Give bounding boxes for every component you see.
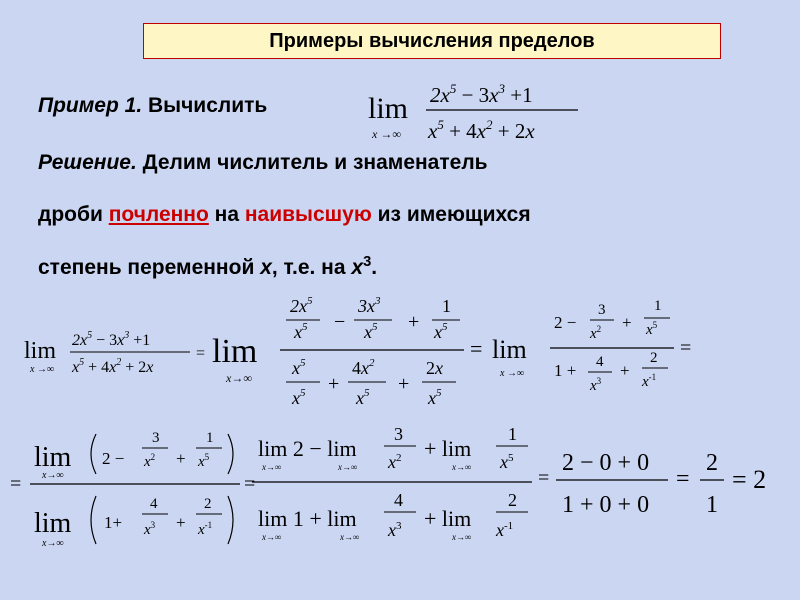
power-exponent: 3 — [363, 254, 372, 270]
svg-text:x5 + 4x2 + 2x: $x^5 + 4x^2 + 2x$ — [72, 357, 154, 376]
svg-text:x5: $x^5$ — [292, 387, 306, 408]
svg-text:−: − — [334, 311, 346, 333]
svg-text:x5: $x^5$ — [364, 321, 378, 342]
svg-text:x→∞: x→∞ — [226, 371, 252, 385]
svg-text:+: + — [408, 311, 420, 333]
svg-text:2: 2 — [204, 496, 212, 512]
svg-text:2: 2 — [650, 350, 658, 366]
svg-text:lim: lim — [212, 333, 258, 370]
svg-text:2x: 2x — [426, 358, 443, 378]
svg-text:2: 2 — [706, 450, 718, 476]
svg-text:lim 1 + lim: lim 1 + lim — [258, 506, 357, 531]
svg-text:x3: $x^3$ — [388, 520, 402, 540]
svg-text:2: 2 — [508, 490, 517, 510]
equals-sign: = — [470, 336, 483, 361]
two-over-one — [700, 450, 724, 518]
svg-text:x5: $x^5$ — [356, 387, 370, 408]
svg-text:1: 1 — [442, 296, 451, 316]
equals-sign: = — [244, 473, 256, 495]
equals-sign: = — [196, 345, 206, 362]
svg-text:3: 3 — [598, 302, 606, 318]
svg-text:x→∞: x→∞ — [262, 532, 282, 542]
svg-text:2 −: 2 − — [554, 313, 577, 332]
text-fragment: . — [371, 256, 378, 279]
solution-line-2 — [38, 204, 531, 225]
svg-text:2x5: $2x^5$ — [290, 295, 313, 316]
svg-text:1: 1 — [706, 492, 718, 518]
text-fragment: , т.е. на — [271, 256, 352, 279]
svg-text:x5: $x^5$ — [292, 357, 306, 378]
slide-title — [143, 23, 721, 59]
svg-text:x→∞: x→∞ — [338, 462, 358, 472]
svg-text:1 +: 1 + — [554, 361, 577, 380]
svg-text:x2: $x^2$ — [144, 452, 156, 470]
svg-text:x-1: $x^{-1}$ — [198, 520, 213, 538]
svg-text:1: 1 — [206, 430, 214, 446]
slide-title-text: Примеры вычисления пределов — [269, 29, 595, 52]
svg-text:x5: $x^5$ — [500, 452, 514, 472]
svg-text:x →∞: x →∞ — [500, 368, 525, 379]
svg-text:lim 2 − lim: lim 2 − lim — [258, 436, 357, 461]
svg-text:x→∞: x→∞ — [452, 532, 472, 542]
text-fragment: из имеющихся — [371, 203, 531, 226]
svg-text:x3: $x^3$ — [590, 376, 602, 394]
svg-text:1 + 0 + 0: 1 + 0 + 0 — [562, 492, 650, 518]
numerator: $2x^5 - 3x^3 +1$ — [430, 81, 533, 107]
svg-text:2 −: 2 − — [102, 449, 125, 468]
svg-text:3: 3 — [152, 430, 160, 446]
limit-ratio — [30, 430, 240, 549]
svg-text:x→∞: x→∞ — [42, 538, 64, 549]
lim-subscript: x →∞ — [372, 127, 401, 141]
svg-text:+: + — [622, 313, 632, 332]
svg-text:4: 4 — [394, 490, 403, 510]
svg-text:3x3: $3x^3$ — [358, 295, 381, 316]
svg-text:4x2: $4x^2$ — [352, 357, 375, 378]
equals-sign: = — [10, 473, 22, 495]
svg-text:+: + — [328, 373, 340, 395]
lim-text: lim — [368, 92, 409, 125]
svg-text:lim: lim — [34, 442, 72, 473]
svg-text:x5: $x^5$ — [434, 321, 448, 342]
svg-text:x2: $x^2$ — [590, 324, 602, 342]
text-fragment: дроби — [38, 203, 109, 226]
svg-text:3: 3 — [394, 424, 403, 444]
svg-text:x-1: $x^{-1}$ — [496, 520, 514, 540]
svg-text:x →∞: x →∞ — [30, 364, 55, 375]
svg-text:x→∞: x→∞ — [452, 462, 472, 472]
svg-text:lim: lim — [34, 508, 72, 539]
svg-text:1: 1 — [654, 298, 662, 314]
svg-text:2x5 − 3x3 +1: $2x^5 - 3x^3 +1$ — [72, 330, 151, 349]
divided-limit — [212, 295, 464, 408]
emphasis-pochlenno: почленно — [108, 203, 209, 226]
svg-text:2 − 0 + 0: 2 − 0 + 0 — [562, 450, 650, 476]
svg-text:x5: $x^5$ — [198, 452, 210, 470]
svg-text:4: 4 — [150, 496, 158, 512]
svg-text:lim: lim — [492, 335, 527, 364]
svg-text:x3: $x^3$ — [144, 520, 156, 538]
svg-text:+ lim: + lim — [424, 506, 472, 531]
example-limit-expression — [364, 76, 584, 148]
svg-text:+: + — [176, 513, 186, 532]
svg-text:x5: $x^5$ — [294, 321, 308, 342]
svg-text:lim: lim — [24, 338, 57, 364]
text-fragment: степень переменной — [38, 256, 261, 279]
svg-text:+: + — [398, 373, 410, 395]
derivation-row-2 — [0, 420, 800, 570]
svg-text:x→∞: x→∞ — [262, 462, 282, 472]
svg-text:x5: $x^5$ — [428, 387, 442, 408]
equals-sign: = — [680, 337, 692, 359]
svg-text:x-1: $x^{-1}$ — [642, 372, 657, 390]
original-limit — [24, 330, 190, 376]
equals-sign: = — [538, 467, 550, 489]
svg-text:x2: $x^2$ — [388, 452, 402, 472]
solution-line-1 — [38, 152, 488, 173]
svg-text:+: + — [620, 361, 630, 380]
example-line — [38, 95, 267, 116]
svg-text:1: 1 — [508, 424, 517, 444]
svg-text:x→∞: x→∞ — [340, 532, 360, 542]
power-base: x — [351, 256, 364, 279]
derivation-row-1 — [0, 290, 800, 420]
equals-sign: = — [676, 466, 690, 492]
example-verb: Вычислить — [148, 94, 268, 117]
variable-x: x — [260, 256, 272, 279]
denominator: $x^5 + 4x^2 + 2x$ — [428, 117, 535, 143]
solution-line1-text: Делим числитель и знаменатель — [142, 151, 488, 174]
example-label: Пример 1. — [38, 94, 143, 117]
numeric-fraction — [556, 450, 668, 518]
svg-text:4: 4 — [596, 354, 604, 370]
split-limits — [252, 424, 532, 542]
final-result: = 2 — [732, 465, 767, 494]
svg-text:x→∞: x→∞ — [42, 470, 64, 481]
svg-text:x5: $x^5$ — [646, 320, 658, 338]
solution-line-3 — [38, 255, 377, 278]
svg-text:+ lim: + lim — [424, 436, 472, 461]
svg-text:+: + — [176, 449, 186, 468]
svg-text:1+: 1+ — [104, 513, 123, 532]
text-fragment: на — [208, 203, 245, 226]
emphasis-naivysshuyu: наивысшую — [244, 203, 372, 226]
simplified-limit — [492, 298, 674, 394]
solution-label: Решение. — [38, 151, 137, 174]
